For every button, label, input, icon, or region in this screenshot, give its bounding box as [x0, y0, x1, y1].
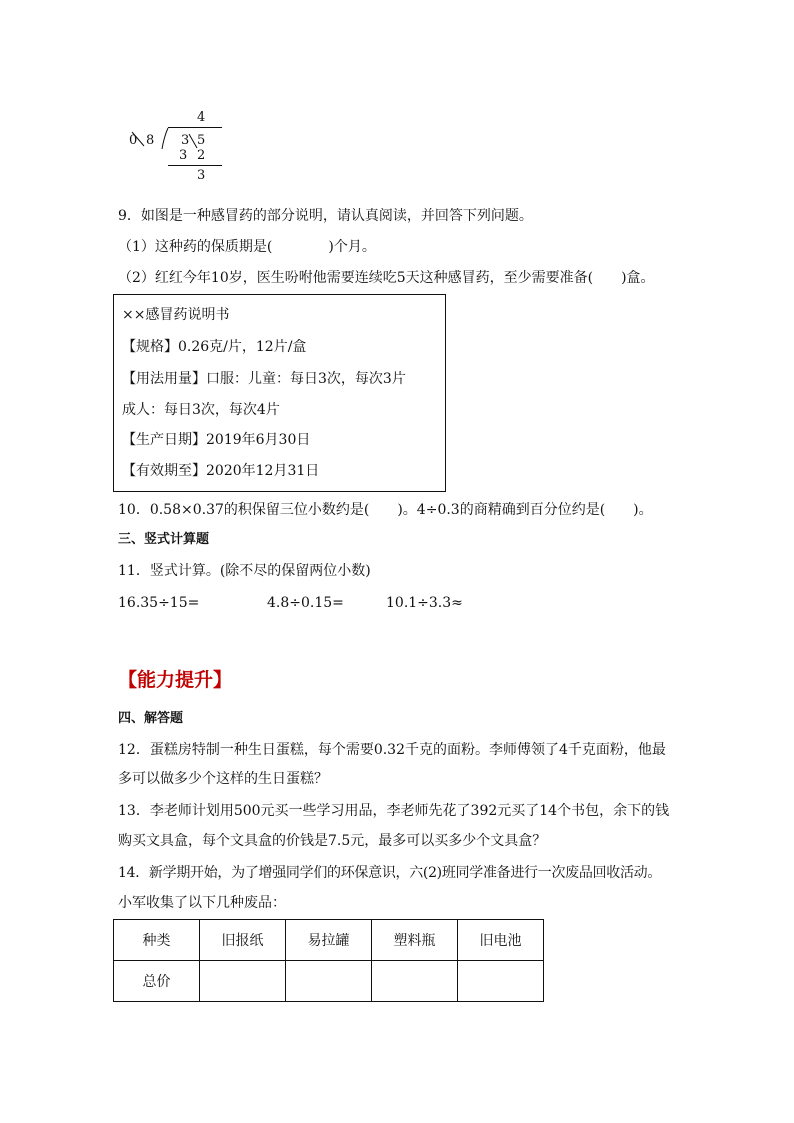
dividend-digit-2: 5	[197, 133, 206, 148]
medicine-expiry-date: 【有效期至】2020年12月31日	[122, 463, 320, 479]
question-11-expr-3: 10.1÷3.3≈	[386, 595, 463, 611]
medicine-title: ××感冒药说明书	[122, 307, 230, 323]
question-14-line-2: 小军收集了以下几种废品：	[118, 895, 286, 911]
table-header-cell: 易拉罐	[286, 920, 372, 961]
question-9-part-1: （1）这种药的保质期是( )个月。	[118, 239, 376, 255]
quotient-digit: 4	[197, 110, 206, 125]
question-11-expr-1: 16.35÷15=	[118, 595, 200, 611]
ability-heading: 【能力提升】	[118, 669, 233, 691]
question-10: 10．0.58×0.37的积保留三位小数约是( )。4÷0.3的商精确到百分位约是( )。	[118, 502, 653, 518]
question-14-line-1: 14．新学期开始，为了增强同学们的环保意识，六(2)班同学准备进行一次废品回收活动。	[118, 865, 662, 881]
question-11-stem: 11．竖式计算。(除不尽的保留两位小数)	[118, 563, 371, 579]
table-cell-empty	[372, 961, 458, 1002]
table-header-cell: 种类	[114, 920, 200, 961]
section-4-heading: 四、解答题	[118, 711, 184, 726]
question-9-part-2: （2）红红今年10岁，医生吩咐他需要连续吃5天这种感冒药，至少需要准备( )盒。	[118, 270, 655, 286]
remainder-digit: 3	[197, 168, 206, 183]
medicine-production-date: 【生产日期】2019年6月30日	[122, 432, 311, 448]
waste-table	[113, 919, 544, 1002]
table-row-label: 总价	[114, 961, 200, 1002]
divisor-digit-2: 8	[146, 133, 155, 148]
table-row	[114, 961, 544, 1002]
product-digit-1: 3	[179, 148, 188, 163]
medicine-instruction-box	[113, 294, 446, 492]
dividend-digit-1: 3	[181, 133, 190, 148]
table-header-cell: 旧报纸	[200, 920, 286, 961]
medicine-adult-dosage: 成人：每日3次，每次4片	[122, 402, 280, 418]
division-bracket-top	[168, 127, 222, 128]
table-cell-empty	[286, 961, 372, 1002]
question-13-line-2: 购买文具盒，每个文具盒的价钱是7.5元，最多可以买多少个文具盒？	[118, 833, 547, 849]
table-cell-empty	[200, 961, 286, 1002]
question-12-line-2: 多可以做多少个这样的生日蛋糕？	[118, 771, 328, 787]
subtraction-line	[168, 165, 222, 166]
table-header-cell: 塑料瓶	[372, 920, 458, 961]
question-11-expr-2: 4.8÷0.15=	[267, 595, 344, 611]
table-header-cell: 旧电池	[458, 920, 544, 961]
question-9-stem: 9．如图是一种感冒药的部分说明，请认真阅读，并回答下列问题。	[118, 208, 533, 224]
medicine-usage: 【用法用量】口服：儿童：每日3次，每次3片	[122, 371, 406, 387]
divisor-digit-1: 0	[129, 133, 138, 148]
question-12-line-1: 12．蛋糕房特制一种生日蛋糕，每个需要0.32千克的面粉。李师傅领了4千克面粉，他最	[118, 742, 666, 758]
product-digit-2: 2	[197, 148, 206, 163]
question-13-line-1: 13．李老师计划用500元买一些学习用品，李老师先花了392元买了14个书包，余下的钱	[118, 803, 670, 819]
table-row	[114, 920, 544, 961]
table-cell-empty	[458, 961, 544, 1002]
section-3-heading: 三、竖式计算题	[118, 532, 210, 547]
medicine-spec: 【规格】0.26克/片，12片/盒	[122, 339, 307, 355]
